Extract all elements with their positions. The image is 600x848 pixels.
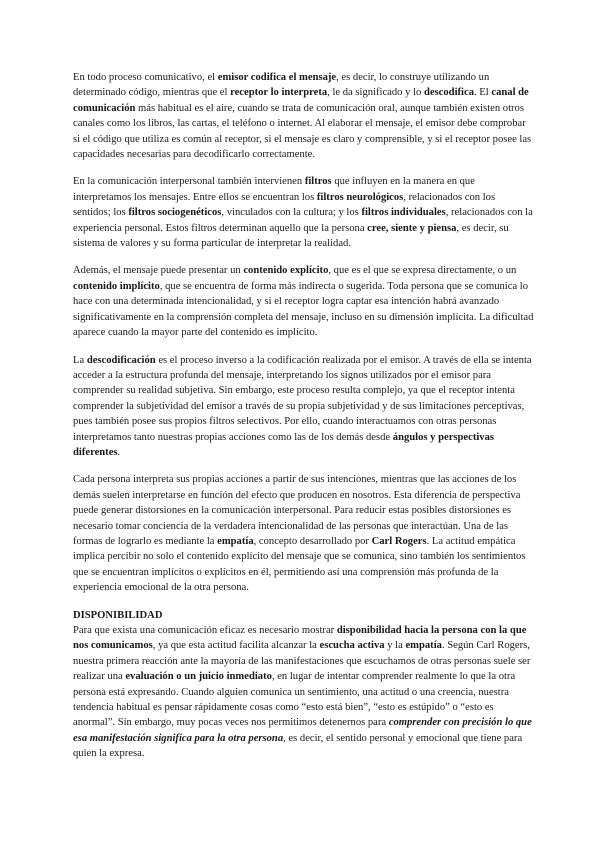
bold-term: contenido implícito: [73, 280, 160, 292]
section-heading: DISPONIBILIDAD: [73, 609, 163, 621]
bold-term: comprender con precisión lo que esa manifestación significa para la otra persona: [73, 717, 532, 744]
paragraph-4: La descodificación es el proceso inverso a la codificación realizada por el emisor. A través de ella se intenta acceder a la estructura profunda del mensaje, interpretando los signos utilizados por el emisor para comprender su realidad subjetiva. Sin embargo, este proceso resulta complejo, ya que el receptor intenta comprender la subjetividad del emisor a través de su propia subjetividad y de sus limitaciones perceptivas, pues también posee sus propios filtros selectivos. Por ello, cuando interactuamos con otras personas interpretamos tanto nuestras propias acciones como las de los demás desde ángulos y perspectivas diferentes.: [73, 354, 532, 458]
bold-term: filtros individuales: [361, 207, 446, 219]
paragraph-3: Además, el mensaje puede presentar un contenido explícito, que es el que se expresa directamente, o un contenido implícito, que se encuentra de forma más indirecta o sugerida. Toda persona que se comunica lo hace con una determinada intencionalidad, y si el receptor logra captar esa intención habrá avanzado significativamente en la comprensión completa del mensaje, incluso en su dimensión implícita. La dificultad aparece cuando la mayor parte del contenido es implícito.: [73, 265, 534, 339]
bold-term: canal de comunicación: [73, 87, 529, 114]
bold-term: empatía: [217, 535, 254, 547]
bold-term: receptor lo interpreta: [230, 87, 328, 99]
paragraph-1: En todo proceso comunicativo, el emisor codifica el mensaje, es decir, lo construye utilizando un determinado código, mientras que el receptor lo interpreta, le da significado y lo descodifica. El canal de comunicación más habitual es el aire, cuando se trata de comunicación oral, aunque también existen otros canales como los libros, las cartas, el teléfono o internet. Al elaborar el mensaje, el emisor debe comprobar si el código que utiliza es común al receptor, si el mensaje es claro y comprensible, y si el receptor posee las capacidades necesarias para decodificarlo correctamente.: [73, 72, 532, 161]
bold-term: descodificación: [86, 354, 156, 366]
bold-term: ángulos y perspectivas diferentes: [73, 431, 495, 458]
bold-term: empatía: [405, 640, 442, 652]
bold-term: filtros neurológicos: [316, 191, 404, 203]
bold-term: evaluación o un juicio inmediato: [125, 671, 272, 683]
bold-term: Carl Rogers: [371, 535, 427, 547]
bold-term: escucha activa: [319, 640, 385, 652]
paragraph-2: En la comunicación interpersonal también intervienen filtros que influyen en la manera en que interpretamos los mensajes. Entre ellos se encuentran los filtros neurológicos, relacionados con los sentidos; los filtros sociogenéticos, vinculados con la cultura; y los filtros individuales, relacionados con la experiencia personal. Estos filtros determinan aquello que la persona cree, siente y piensa, es decir, su sistema de valores y su forma particular de interpretar la realidad.: [73, 176, 533, 250]
bold-term: cree, siente y piensa: [367, 222, 457, 234]
paragraph-5: Cada persona interpreta sus propias acciones a partir de sus intenciones, mientras que las acciones de los demás suelen interpretarse en función del efecto que producen en nosotros. Esta diferencia de perspectiva puede generar distorsiones en la comunicación interpersonal. Para reducir estas posibles distorsiones es necesario tomar conciencia de la verdadera intencionalidad de las personas que interactúan. Una de las formas de lograrlo es mediante la empatía, concepto desarrollado por Carl Rogers. La actitud empática implica percibir no solo el contenido explícito del mensaje que se comunica, sino también los sentimientos que se encuentran implícitos o explícitos en él, permitiendo así una comprensión más profunda de la experiencia emocional de la otra persona.: [73, 474, 526, 594]
bold-term: descodifica: [423, 87, 474, 99]
bold-term: disponibilidad hacia la persona con la que nos comunicamos: [73, 625, 527, 652]
bold-term: emisor codifica el mensaje: [217, 72, 337, 83]
bold-term: filtros sociogenéticos: [128, 207, 222, 219]
bold-term: contenido explícito: [243, 265, 329, 277]
section-paragraph: Para que exista una comunicación eficaz es necesario mostrar disponibilidad hacia la persona con la que nos comunicamos, ya que esta actitud facilita alcanzar la escucha activa y la empatía. Según Carl Rogers, nuestra primera reacción ante la mayoría de las manifestaciones que escuchamos de otras personas suele ser realizar una evaluación o un juicio inmediato, en lugar de intentar comprender realmente lo que la otra persona está expresando. Cuando alguien comunica un sentimiento, una actitud o una creencia, nuestra tendencia habitual es pensar rápidamente cosas como “esto está bien”, “esto es estúpido” o “esto es anormal”. Sin embargo, muy pocas veces nos permitimos detenernos para comprender con precisión lo que esa manifestación significa para la otra persona, es decir, el sentido personal y emocional que tiene para quien la expresa.: [73, 625, 532, 760]
bold-term: filtros: [304, 176, 332, 188]
